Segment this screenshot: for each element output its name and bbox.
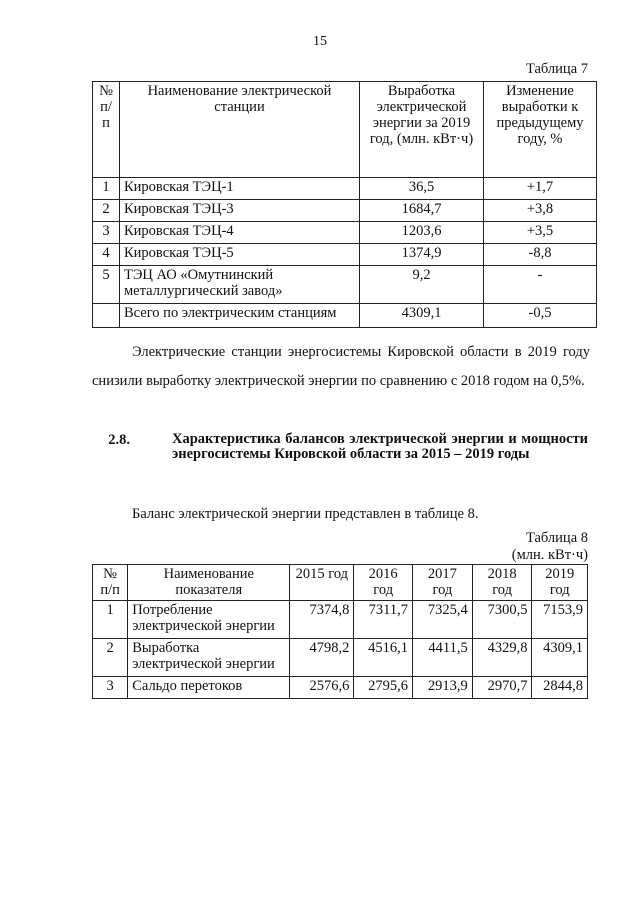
paragraph-balance: Баланс электрической энергии представлен в таблице 8.	[132, 506, 479, 522]
station-name: ТЭЦ АО «Омутнинский металлургический завод»	[120, 266, 360, 304]
value-cell: 4329,8	[472, 639, 532, 677]
table8-header-2017: 2017 год	[413, 565, 473, 601]
output-value: 1684,7	[360, 200, 484, 222]
table8-header-2015: 2015 год	[290, 565, 354, 601]
total-output: 4309,1	[360, 304, 484, 328]
table-row	[93, 178, 597, 200]
change-value: -	[484, 266, 597, 304]
table8	[92, 564, 588, 699]
value-cell: 7311,7	[354, 601, 413, 639]
station-name: Кировская ТЭЦ-3	[120, 200, 360, 222]
change-value: +3,5	[484, 222, 597, 244]
value-cell: 2913,9	[413, 677, 473, 699]
total-change: -0,5	[484, 304, 597, 328]
table-row	[93, 601, 588, 639]
change-value: +1,7	[484, 178, 597, 200]
table7	[92, 81, 597, 328]
station-name: Кировская ТЭЦ-4	[120, 222, 360, 244]
row-number: 1	[93, 601, 128, 639]
indicator-name: Потребление электрической энергии	[128, 601, 290, 639]
table8-header-2016: 2016 год	[354, 565, 413, 601]
table7-header-output: Выработка электрической энергии за 2019 год, (млн. кВт·ч)	[360, 82, 484, 178]
row-number: 3	[93, 677, 128, 699]
row-number: 3	[93, 222, 120, 244]
row-number: 2	[93, 639, 128, 677]
table-row	[93, 244, 597, 266]
section-title: Характеристика балансов электрической энергии и мощности энергосистемы Кировской области за 2015 – 2019 годы	[172, 431, 588, 462]
output-value: 36,5	[360, 178, 484, 200]
value-cell: 4309,1	[532, 639, 588, 677]
table-row	[93, 200, 597, 222]
table8-header-2018: 2018 год	[472, 565, 532, 601]
table8-header-number: № п/п	[93, 565, 128, 601]
table7-header-name: Наименование электрической станции	[120, 82, 360, 178]
station-name: Кировская ТЭЦ-5	[120, 244, 360, 266]
row-number: 1	[93, 178, 120, 200]
value-cell: 7300,5	[472, 601, 532, 639]
value-cell: 4516,1	[354, 639, 413, 677]
change-value: +3,8	[484, 200, 597, 222]
value-cell: 7153,9	[532, 601, 588, 639]
value-cell: 7325,4	[413, 601, 473, 639]
row-number: 5	[93, 266, 120, 304]
row-number: 4	[93, 244, 120, 266]
output-value: 9,2	[360, 266, 484, 304]
table-row	[93, 222, 597, 244]
table-total-row	[93, 304, 597, 328]
table8-header-2019: 2019 год	[532, 565, 588, 601]
table7-caption: Таблица 7	[525, 61, 588, 77]
value-cell: 2576,6	[290, 677, 354, 699]
value-cell: 4411,5	[413, 639, 473, 677]
page-number: 15	[313, 34, 327, 49]
change-value: -8,8	[484, 244, 597, 266]
station-name: Кировская ТЭЦ-1	[120, 178, 360, 200]
value-cell: 7374,8	[290, 601, 354, 639]
output-value: 1374,9	[360, 244, 484, 266]
value-cell: 2844,8	[532, 677, 588, 699]
table8-unit: (млн. кВт·ч)	[511, 547, 588, 563]
total-label: Всего по электрическим станциям	[120, 304, 360, 328]
table7-header-change: Изменение выработки к предыдущему году, %	[484, 82, 597, 178]
table7-header-number: № п/п	[93, 82, 120, 178]
table8-header-name: Наименование показателя	[128, 565, 290, 601]
value-cell: 4798,2	[290, 639, 354, 677]
section-number: 2.8.	[108, 432, 130, 448]
value-cell: 2970,7	[472, 677, 532, 699]
indicator-name: Выработка электрической энергии	[128, 639, 290, 677]
output-value: 1203,6	[360, 222, 484, 244]
table-row	[93, 677, 588, 699]
paragraph-stations: Электрические станции энергосистемы Кировской области в 2019 году снизили выработку электрической энергии по сравнению с 2018 годом на 0,5%.	[92, 344, 590, 389]
table8-caption: Таблица 8	[525, 530, 588, 546]
value-cell: 2795,6	[354, 677, 413, 699]
row-number: 2	[93, 200, 120, 222]
table-row	[93, 639, 588, 677]
table-row	[93, 266, 597, 304]
indicator-name: Сальдо перетоков	[128, 677, 290, 699]
